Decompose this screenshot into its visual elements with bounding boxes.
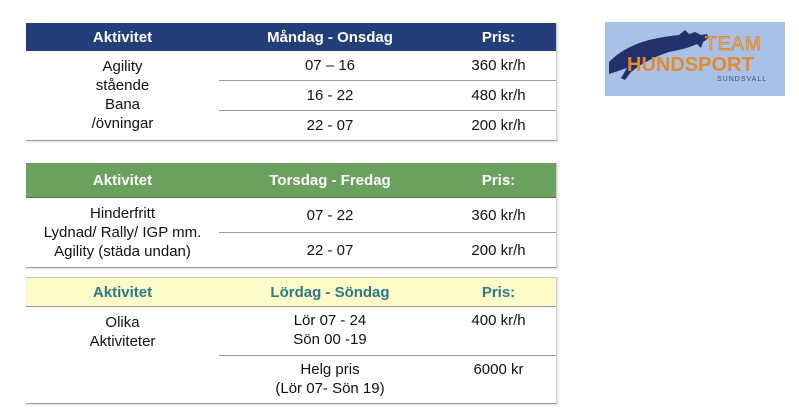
header-activity: Aktivitet (92, 171, 153, 189)
time-range: 22 - 07 (306, 241, 354, 259)
activity-line: stående (95, 77, 150, 94)
header-activity: Aktivitet (92, 28, 153, 46)
activity-line: Aktiviteter (89, 333, 156, 350)
table-row (219, 51, 556, 80)
time-range: 16 - 22 (306, 87, 354, 104)
time-range: 22 - 07 (306, 117, 354, 134)
time-price-column (219, 198, 556, 267)
time-line: Helg pris (300, 361, 360, 378)
price: 200 kr/h (471, 241, 526, 259)
activity-line: Agility (102, 58, 143, 75)
table-row (219, 232, 556, 267)
time-price-column (219, 51, 556, 140)
activity-line: Lydnad/ Rally/ IGP mm. (43, 224, 202, 241)
table-row (219, 110, 556, 140)
table-header (26, 163, 556, 198)
activity-cell (26, 51, 219, 140)
activity-line: Olika (105, 314, 140, 331)
thu-fri-price-table (26, 163, 557, 268)
header-days: Lördag - Söndag (270, 283, 390, 301)
logo-city-text: SUNDSVALL (717, 76, 768, 83)
price: 200 kr/h (471, 117, 526, 134)
header-price: Pris: (481, 28, 516, 46)
weekend-price-table (26, 277, 557, 404)
logo-team-text: TEAM (705, 34, 762, 55)
table-header (26, 23, 556, 51)
price: 360 kr/h (471, 57, 526, 74)
activity-line: Bana (104, 96, 141, 113)
price: 480 kr/h (471, 87, 526, 104)
activity-cell (26, 307, 219, 403)
time-range: 07 – 16 (304, 57, 356, 74)
table-row (219, 355, 556, 403)
time-line: Sön 00 -19 (293, 331, 367, 348)
header-price: Pris: (481, 283, 516, 301)
table-row (219, 80, 556, 110)
logo-name-text: HUNDSPORT (627, 54, 754, 76)
table-body (26, 51, 556, 140)
team-hundsport-logo (605, 22, 785, 96)
table-row (219, 198, 556, 232)
table-body (26, 307, 556, 403)
table-row (219, 307, 556, 355)
table-header (26, 278, 556, 307)
time-range: 07 - 22 (306, 206, 354, 224)
table-body (26, 198, 556, 267)
price: 360 kr/h (471, 206, 526, 224)
time-line: Lör 07 - 24 (293, 312, 367, 329)
weekday-price-table (26, 23, 557, 141)
price: 6000 kr (473, 361, 524, 378)
header-price: Pris: (481, 171, 516, 189)
header-activity: Aktivitet (92, 283, 153, 301)
activity-line: /övningar (91, 115, 154, 132)
activity-line: Agility (städa undan) (54, 243, 191, 260)
header-days: Måndag - Onsdag (267, 28, 393, 46)
price: 400 kr/h (471, 312, 526, 329)
time-line: (Lör 07- Sön 19) (275, 380, 385, 397)
header-days: Torsdag - Fredag (269, 171, 391, 189)
time-range (219, 360, 441, 398)
activity-cell (26, 198, 219, 267)
activity-line: Hinderfritt (89, 205, 156, 222)
time-range (219, 311, 441, 349)
time-price-column (219, 307, 556, 403)
